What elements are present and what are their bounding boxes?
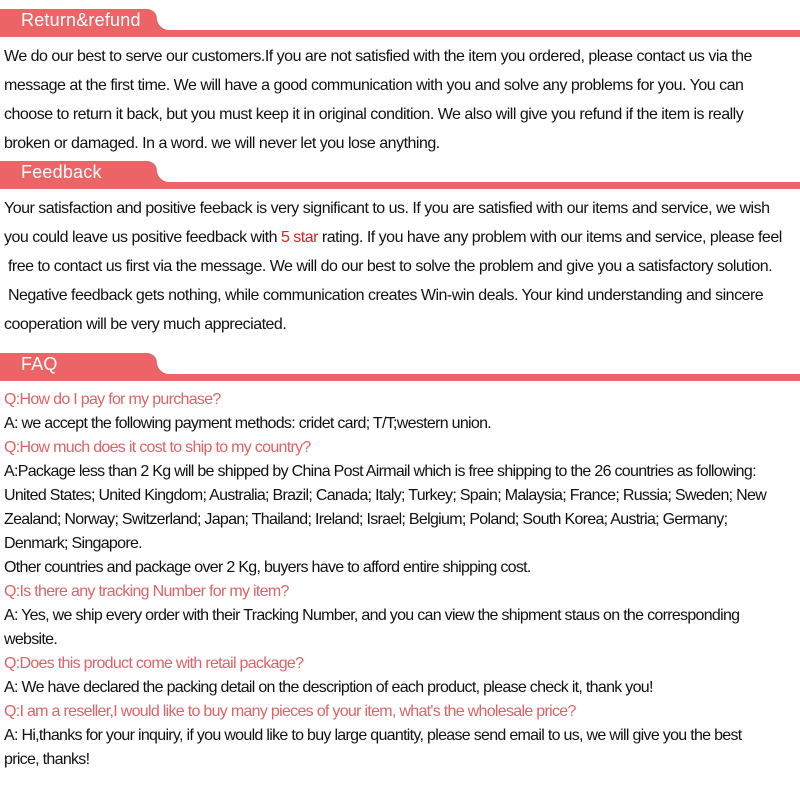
five-star-highlight-text: 5 star: [280, 229, 318, 246]
text-line: price, thanks!: [4, 751, 90, 768]
text-line: A:Package less than 2 Kg will be shipped by China Post Airmail which is free shipping to the 26 countries as following:: [4, 463, 756, 480]
faq-question-line: Q:Does this product come with retail package?: [4, 655, 304, 672]
ribbon-curve: [157, 18, 169, 30]
text-line: broken or damaged. In a word. we will never let you lose anything.: [4, 135, 440, 152]
text-line: We do our best to serve our customers.If you are not satisfied with the item you ordered, please contact us via the: [4, 48, 752, 65]
return-refund-section-title: Return&refund: [21, 10, 141, 30]
text-line: United States; United Kingdom; Australia; Brazil; Canada; Italy; Turkey; Spain; Malaysia; France; Russia; Sweden; New: [4, 487, 767, 504]
feedback-text: [0, 189, 800, 339]
faq-question-line: Q:How much does it cost to ship to my country?: [4, 439, 311, 456]
text-segment: you could leave us positive feedback with: [4, 229, 281, 246]
faq-section-title: FAQ: [21, 354, 58, 374]
return-refund-header-ribbon: [0, 9, 800, 37]
text-line: Denmark; Singapore.: [4, 535, 142, 552]
ribbon-tab: [0, 161, 157, 189]
text-segment: rating. If you have any problem with our items and service, please feel: [317, 229, 782, 246]
text-line: cooperation will be very much appreciated.: [4, 316, 287, 333]
return-refund-text: [0, 37, 800, 158]
ribbon-tab: [0, 9, 157, 37]
text-line: Your satisfaction and positive feeback is very significant to us. If you are satisfied with our items and service, we wish: [4, 200, 770, 217]
section-return-refund: [0, 9, 800, 158]
text-line: A: we accept the following payment methods: cridet card; T/T;western union.: [4, 415, 492, 432]
text-line: A: Yes, we ship every order with their Tracking Number, and you can view the shipment staus on the corresponding: [4, 607, 740, 624]
feedback-section-title: Feedback: [21, 162, 102, 182]
text-line: message at the first time. We will have a good communication with you and solve any problems for you. You can: [4, 77, 744, 94]
text-line: A: Hi,thanks for your inquiry, if you would like to buy large quantity, please send email to us, we will give you the best: [4, 727, 742, 744]
faq-question-line: Q:Is there any tracking Number for my item?: [4, 583, 289, 600]
text-line: Zealand; Norway; Switzerland; Japan; Thailand; Ireland; Israel; Belgium; Poland; South Korea; Austria; Germany;: [4, 511, 728, 528]
text-line: website.: [4, 631, 58, 648]
section-feedback: [0, 161, 800, 339]
ribbon-curve: [157, 170, 169, 182]
text-line: Other countries and package over 2 Kg, buyers have to afford entire shipping cost.: [4, 559, 531, 576]
text-line: [4, 223, 796, 252]
text-line: choose to return it back, but you must keep it in original condition. We also will give you refund if the item is really: [4, 106, 744, 123]
section-faq: [0, 353, 800, 772]
text-line: Negative feedback gets nothing, while communication creates Win-win deals. Your kind understanding and sincere: [4, 287, 764, 304]
faq-question-line: Q:I am a reseller,I would like to buy many pieces of your item, what's the wholesale price?: [4, 703, 576, 720]
text-line: A: We have declared the packing detail on the description of each product, please check it, thank you!: [4, 679, 653, 696]
ribbon-curve: [157, 362, 169, 374]
feedback-header-ribbon: [0, 161, 800, 189]
faq-text: [0, 381, 800, 772]
faq-header-ribbon: [0, 353, 800, 381]
ribbon-tab: [0, 353, 157, 381]
faq-question-line: Q:How do I pay for my purchase?: [4, 391, 221, 408]
text-line: free to contact us first via the message. We will do our best to solve the problem and give you a satisfactory solution.: [4, 258, 773, 275]
